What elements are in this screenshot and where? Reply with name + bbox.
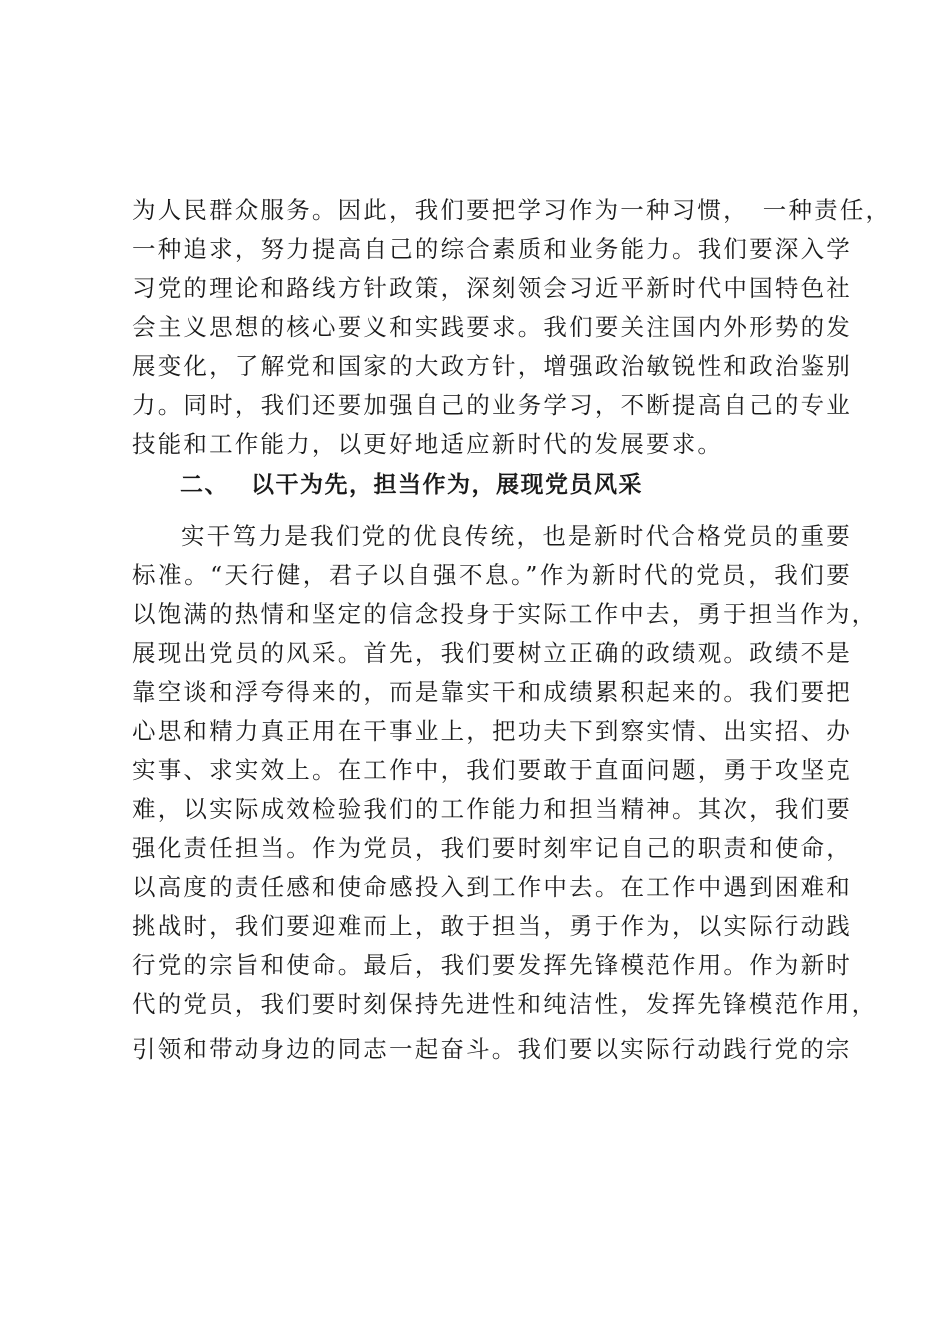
- paragraph-line: 代的党员，我们要时刻保持先进性和纯洁性，发挥先锋模范作用，: [132, 990, 878, 1018]
- paragraph-line: 引领和带动身边的同志一起奋斗。我们要以实际行动践行党的宗: [132, 1035, 852, 1063]
- paragraph-line: 难，以实际成效检验我们的工作能力和担当精神。其次，我们要: [132, 795, 852, 823]
- section-number: 二、: [180, 472, 229, 498]
- paragraph-line: 行党的宗旨和使命。最后，我们要发挥先锋模范作用。作为新时: [132, 951, 852, 979]
- paragraph-line: 实事、求实效上。在工作中，我们要敢于直面问题，勇于攻坚克: [132, 756, 852, 784]
- paragraph-line: 心思和精力真正用在干事业上，把功夫下到察实情、出实招、办: [132, 717, 852, 745]
- paragraph-line: 习党的理论和路线方针政策，深刻领会习近平新时代中国特色社: [132, 274, 852, 302]
- paragraph-line: 展变化，了解党和国家的大政方针，增强政治敏锐性和政治鉴别: [132, 352, 852, 380]
- paragraph-line: 强化责任担当。作为党员，我们要时刻牢记自己的职责和使命，: [132, 834, 852, 862]
- paragraph-line: 技能和工作能力，以更好地适应新时代的发展要求。: [132, 430, 724, 458]
- paragraph-line: 以饱满的热情和坚定的信念投身于实际工作中去，勇于担当作为，: [132, 600, 878, 628]
- paragraph-line: 展现出党员的风采。首先，我们要树立正确的政绩观。政绩不是: [132, 639, 852, 667]
- paragraph-line: 靠空谈和浮夸得来的，而是靠实干和成绩累积起来的。我们要把: [132, 678, 852, 706]
- paragraph-line: 会主义思想的核心要义和实践要求。我们要关注国内外形势的发: [132, 313, 852, 341]
- section-title: 以干为先，担当作为，展现党员风采: [251, 472, 643, 498]
- paragraph-line: 标准。“天行健，君子以自强不息。”作为新时代的党员，我们要: [132, 561, 852, 589]
- section-heading: [180, 470, 643, 500]
- paragraph-line: 一种追求，努力提高自己的综合素质和业务能力。我们要深入学: [132, 235, 852, 263]
- paragraph-line: 为人民群众服务。因此，我们要把学习作为一种习惯， 一种责任，: [132, 196, 892, 224]
- paragraph-line: 实干笃力是我们党的优良传统，也是新时代合格党员的重要: [181, 522, 852, 550]
- paragraph-line: 力。同时，我们还要加强自己的业务学习，不断提高自己的专业: [132, 391, 852, 419]
- paragraph-line: 挑战时，我们要迎难而上，敢于担当，勇于作为，以实际行动践: [132, 912, 852, 940]
- paragraph-line: 以高度的责任感和使命感投入到工作中去。在工作中遇到困难和: [132, 873, 852, 901]
